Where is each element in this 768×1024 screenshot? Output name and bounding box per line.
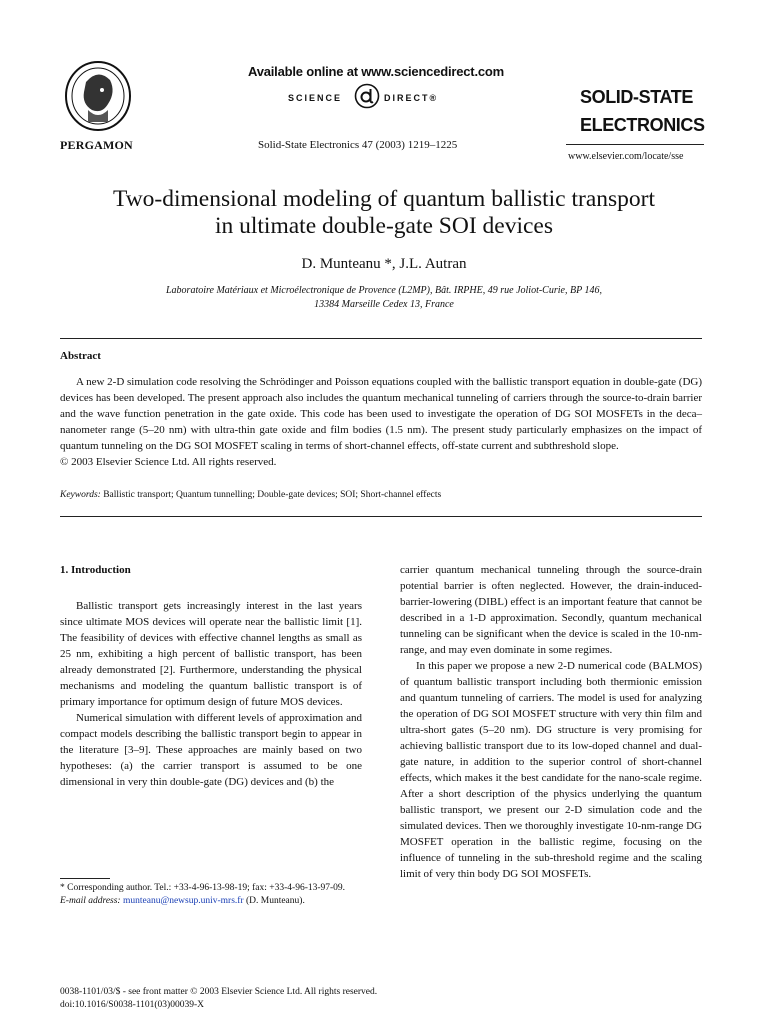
footnote-email-label: E-mail address: — [60, 896, 121, 906]
paper-title — [40, 186, 728, 240]
publisher-name: PERGAMON — [60, 138, 133, 152]
abstract-heading: Abstract — [60, 350, 101, 362]
column-right — [400, 562, 702, 882]
front-matter-info — [60, 986, 377, 1012]
sciencedirect-logo — [288, 83, 488, 113]
paper-authors: D. Munteanu *, J.L. Autran — [301, 256, 467, 272]
sciencedirect-at-icon — [354, 83, 380, 109]
paper-title-line2: in ultimate double-gate SOI devices — [214, 213, 554, 239]
affiliation-line2: 13384 Marseille Cedex 13, France — [314, 299, 454, 310]
paragraph: In this paper we propose a new 2-D numerical code (BALMOS) of quantum ballistic transport including both thermionic emission and quantum tunneling of carriers. The model is used for analyzing the operation of DG SOI MOSFET structure with very thin film and ultra-short gates (5–20 nm). DG structure is very promising for achieving ballistic transport due to its low-doped channel and dual-gate nature, in addition to the superior control of short-channel effects, which makes it the best candidate for the nano-scale regime. After a short description of the physics underlying the quantum ballistic transport, we present our 2-D simulation code and the simulated devices. Then we thoroughly investigate 10-nm-range DG MOSFET operation in the ballistic regime, focusing on the influence of tunneling in the sub-threshold regime and the scaling limit of very thin body DG SOI MOSFETs. — [400, 660, 702, 880]
keywords-label: Keywords: — [60, 490, 101, 500]
doi-line: doi:10.1016/S0038-1101(03)00039-X — [60, 1000, 204, 1010]
keywords — [60, 490, 702, 500]
header-divider — [566, 144, 704, 145]
footnote-corresponding: * Corresponding author. Tel.: +33-4-96-13-98-19; fax: +33-4-96-13-97-09. — [60, 883, 346, 893]
available-online-text[interactable]: Available online at www.sciencedirect.com — [248, 64, 504, 79]
column-left — [60, 562, 362, 790]
front-matter-line: 0038-1101/03/$ - see front matter © 2003 Elsevier Science Ltd. All rights reserved. — [60, 987, 378, 997]
abstract-text: A new 2-D simulation code resolving the Schrödinger and Poisson equations coupled with the ballistic transport equation in double-gate (DG) devices has been developed. The present approach also includes the quantum mechanical tunneling of carriers through the source-to-drain barrier and the wave function penetration in the gate oxide. This code has been used to investigate the operation of DG SOI MOSFETs in the deca–nanometer range (5–20 nm) with ultra-thin gate oxide and film bodies (1.5 nm). The present study particularly emphasizes on the impact of quantum tunneling on the DG SOI MOSFET scaling in terms of short-channel effects, off-state current and subthreshold slope. — [60, 376, 702, 452]
section-heading-introduction: 1. Introduction — [60, 564, 131, 576]
footnote-rule — [60, 878, 110, 879]
paper-title-line1: Two-dimensional modeling of quantum ballistic transport — [112, 186, 656, 212]
paragraph: Ballistic transport gets increasingly interest in the last years since ultimate MOS devices will operate near the ballistic limit [1]. The feasibility of devices with effective channel lengths as small as 25 nm, exhibiting a high percent of ballistic transport, has been already demonstrated [2]. Furthermore, understanding the physical mechanisms and modeling the quantum ballistic transport is of primary importance for optimum design of future MOS devices. — [60, 600, 362, 708]
sciencedirect-left: SCIENCE — [288, 93, 343, 103]
paragraph: Numerical simulation with different levels of approximation and compact models describing the ballistic transport begin to appear in the literature [3–9]. These approaches are mainly based on two hypotheses: (a) the carrier transport is assumed to be one dimensional in very thin double-gate (DG) devices and (b) the — [60, 712, 362, 788]
journal-reference: Solid-State Electronics 47 (2003) 1219–1225 — [258, 139, 458, 151]
affiliation-line1: Laboratoire Matériaux et Microélectronique de Provence (L2MP), Bât. IRPHE, 49 rue Joliot-Curie, BP 146, — [165, 285, 602, 296]
journal-url[interactable]: www.elsevier.com/locate/sse — [568, 151, 684, 162]
paragraph: carrier quantum mechanical tunneling through the source-drain potential barrier is often neglected. However, the drain-induced-barrier-lowering (DIBL) effect is an important feature that cannot be described in a 1-D approximation. Secondly, quantum mechanical tunneling can be significant when the device is scaled in the 10-nm-range, and may even dominate in some regimes. — [400, 564, 702, 656]
abstract-top-rule — [60, 338, 702, 339]
elsevier-tree-logo-icon — [58, 58, 138, 134]
footnote-email-link[interactable]: munteanu@newsup.univ-mrs.fr — [122, 896, 244, 906]
abstract-body — [60, 374, 702, 470]
publisher-logo — [58, 58, 138, 134]
paper-affiliation — [60, 284, 708, 312]
journal-title — [580, 83, 705, 139]
abstract-copyright: © 2003 Elsevier Science Ltd. All rights reserved. — [60, 456, 277, 468]
keywords-list: Ballistic transport; Quantum tunnelling; Double-gate devices; SOI; Short-channel effects — [103, 490, 442, 500]
journal-title-line2: ELECTRONICS — [580, 115, 705, 135]
sciencedirect-right: DIRECT® — [384, 93, 439, 103]
footnote-email-suffix: (D. Munteanu). — [245, 896, 305, 906]
abstract-bottom-rule — [60, 516, 702, 517]
footnote — [60, 882, 362, 908]
journal-title-line1: SOLID-STATE — [580, 87, 693, 107]
